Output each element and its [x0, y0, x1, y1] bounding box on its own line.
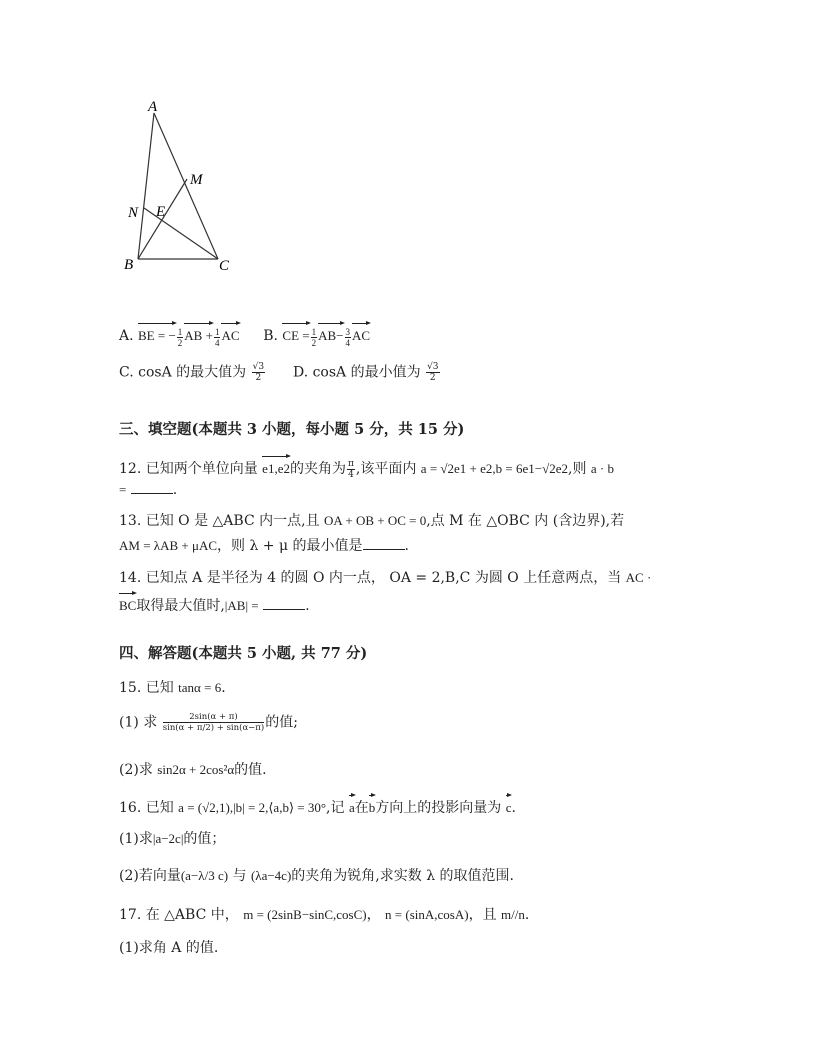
- option-c-text: C. cosA 的最大值为: [119, 364, 247, 381]
- option-d-value: $\frac{√3}{2}$: [427, 362, 439, 383]
- question-15: 15. 已知 tanα = 6.: [119, 680, 226, 696]
- section-3-heading: 三、填空题(本题共 3 小题，每小题 5 分，共 15 分): [119, 421, 465, 438]
- question-15-part-1: (1) 求 $\frac{2\sin(\alpha + \pi)}{\sin(\alpha + \pi/2) + \sin(\alpha-\pi)}$ 的值;: [119, 712, 298, 733]
- question-14: 14. 已知点 A 是半径为 4 的圆 O 内一点， OA = 2,B,C 为圆 O 上任意两点，当 AC ·: [119, 570, 652, 586]
- point-label-a: A: [148, 99, 158, 115]
- option-a-expr: BE = − $\frac{1}{2}$ AB + $\frac{1}{4}$ AC: [138, 328, 243, 343]
- question-16: 16. 已知 a = (√2,1),|b| = 2,⟨a,b⟩ = 30°,记 a在b方向上的投影向量为 c.: [119, 794, 516, 818]
- question-17: 17. 在 △ABC 中， m = (2sinB−sinC,cosC)， n = (sinA,cosA)，且 m//n.: [119, 907, 530, 923]
- question-15-part-2: (2)求 sin2α + 2cos²α的值.: [119, 762, 267, 778]
- triangle-figure: [118, 95, 248, 275]
- point-label-n: N: [128, 205, 139, 221]
- section-4-heading: 四、解答题(本题共 5 小题, 共 77 分): [119, 645, 368, 662]
- answer-blank-12[interactable]: [131, 481, 173, 494]
- option-c-value: $\frac{√3}{2}$: [252, 362, 265, 383]
- point-label-e: E: [156, 204, 166, 220]
- question-12-answer: = .: [119, 482, 178, 498]
- answer-blank-14[interactable]: [263, 597, 305, 610]
- question-13-cont: AM = λAB + μAC，则 λ + μ 的最小值是 .: [119, 538, 409, 554]
- question-17-part-1: (1)求角 A 的值.: [119, 940, 219, 956]
- question-13: 13. 已知 O 是 △ABC 内一点,且 OA + OB + OC = 0,点 M 在 △OBC 内 (含边界),若: [119, 513, 625, 529]
- question-14-cont: BC取得最大值时,|AB| = .: [119, 592, 310, 616]
- option-row-cd: [119, 362, 441, 383]
- question-12: 12. 已知两个单位向量 e1,e2的夹角为 $\frac{\pi}{4}$ ,该平面内 a = √2e1 + e2,b = 6e1−√2e2,则 a · b: [119, 455, 614, 480]
- question-16-part-1: (1)求|a−2c|的值；: [119, 831, 226, 847]
- option-row-ab: [119, 322, 370, 348]
- option-b-label: B.: [263, 328, 278, 344]
- question-16-part-2: (2)若向量(a−λ/3 c) 与 (λa−4c)的夹角为锐角,求实数 λ 的取值范围.: [119, 868, 514, 884]
- point-label-b: B: [124, 257, 134, 273]
- answer-blank-13[interactable]: [363, 537, 405, 550]
- option-b-expr: CE = $\frac{1}{2}$ AB− $\frac{3}{4}$ AC: [282, 328, 370, 343]
- option-a-label: A.: [119, 328, 134, 344]
- option-d-text: D. cosA 的最小值为: [292, 364, 421, 381]
- point-label-m: M: [190, 172, 203, 188]
- point-label-c: C: [219, 258, 230, 274]
